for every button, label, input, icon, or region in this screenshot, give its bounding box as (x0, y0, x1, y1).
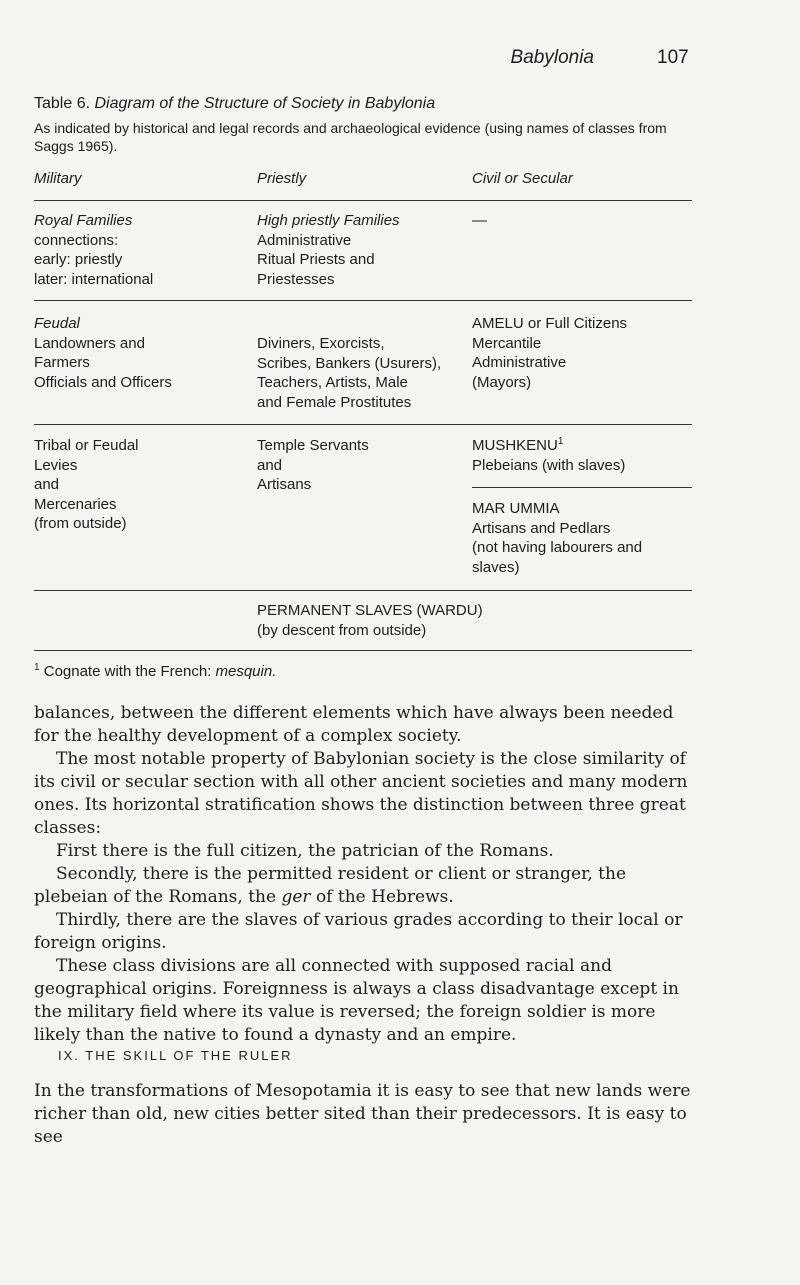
table-rule-row3 (34, 590, 692, 591)
row2-priestly: Diviners, Exorcists, Scribes, Bankers (Usurers), Teachers, Artists, Male and Female Prostitutes (257, 335, 442, 411)
paragraph: Thirdly, there are the slaves of various grades according to their local or foreign origins. (34, 910, 683, 953)
table-description: As indicated by historical and legal records and archaeological evidence (using names of classes from Saggs 1965). (34, 120, 667, 154)
row4-slaves: PERMANENT SLAVES (WARDU) (by descent from outside) (257, 602, 483, 639)
section-heading: IX. THE SKILL OF THE RULER (58, 1048, 293, 1063)
footnote-ref: 1 (557, 436, 564, 447)
table-title: Diagram of the Structure of Society in Babylonia (94, 95, 436, 112)
paragraph: The most notable property of Babylonian society is the close similarity of its civil or secular section with all other ancient societies and many modern ones. Its horizontal stratification shows the distinction between three great classes: (34, 749, 688, 838)
row1-military: Royal Families connections: early: priestly later: international (34, 212, 154, 288)
body-paragraph-section (34, 1080, 702, 1149)
row1-priestly: High priestly Families Administrative Ritual Priests and Priestesses (257, 212, 400, 288)
table-label: Table 6. (34, 95, 91, 112)
column-header-military: Military (34, 170, 82, 187)
column-header-civil: Civil or Secular (472, 170, 573, 187)
paragraph: In the transformations of Mesopotamia it is easy to see that new lands were richer than old, new cities better sited than their predecessors. It is easy to see (34, 1081, 691, 1147)
paragraph: These class divisions are all connected with supposed racial and geographical origins. Foreignness is always a class disadvantage except in the military field where its value is reversed; the foreign soldier is more likely than the native to found a dynasty and an empire. (34, 956, 679, 1045)
row3-military: Tribal or Feudal Levies and Mercenaries (from outside) (34, 437, 139, 532)
row3-civil-top: MUSHKENU$^1$ Plebeians (with slaves) (472, 436, 626, 474)
row3-priestly: Temple Servants and Artisans (257, 437, 369, 493)
row2-military: Feudal Landowners and Farmers Officials and Officers (34, 315, 172, 391)
paragraph: First there is the full citizen, the patrician of the Romans. (56, 841, 554, 861)
row3-civil-bottom: MAR UMMIA Artisans and Pedlars (not having labourers and slaves) (472, 500, 643, 576)
table-rule-bottom (34, 650, 692, 651)
table-rule-top (34, 200, 692, 201)
table-rule-row2 (34, 424, 692, 425)
paragraph: balances, between the different elements which have always been needed for the healthy development of a complex society. (34, 703, 674, 746)
paragraph: Secondly, there is the permitted resident or client or stranger, the plebeian of the Romans, the ger of the Hebrews. (34, 864, 627, 907)
body-paragraphs (34, 702, 702, 1047)
page-number: 107 (657, 47, 689, 68)
row1-civil: — (472, 212, 487, 229)
table-rule-row1 (34, 300, 692, 301)
civil-subdivider (472, 487, 692, 488)
running-header-title: Babylonia (510, 47, 594, 68)
column-header-priestly: Priestly (257, 170, 307, 187)
row2-civil: AMELU or Full Citizens Mercantile Administrative (Mayors) (472, 315, 628, 391)
table-footnote: $^1$ Cognate with the French: mesquin. (34, 662, 277, 680)
table-caption (34, 95, 435, 113)
